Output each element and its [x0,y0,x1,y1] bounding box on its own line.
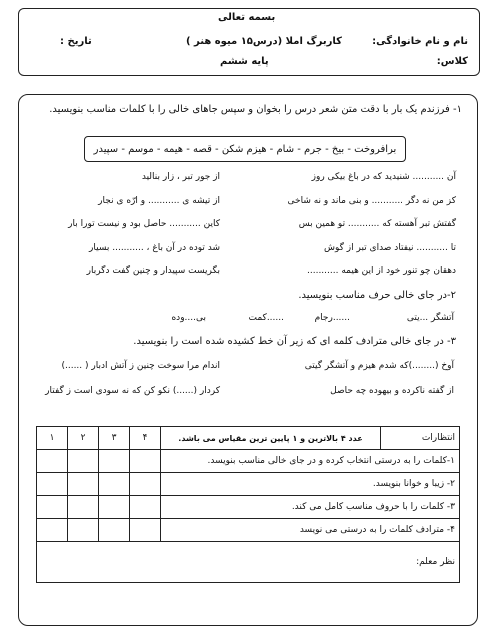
score-cell[interactable] [37,473,68,496]
score-cell[interactable] [68,450,99,473]
q2-item-3: ......کمت [248,313,284,323]
q2-item-4: بی....وده [171,313,206,323]
rubric-row [37,473,460,496]
score-cell[interactable] [130,496,161,519]
q3-instruction: ۳- در جای خالی مترادف کلمه ای که زیر آن خط کشیده شده است را بنویسید. [133,336,456,347]
rubric-row [37,496,460,519]
date-label: تاریخ : [60,36,92,47]
score-cell[interactable] [68,519,99,542]
score-cell[interactable] [130,473,161,496]
rubric-row-3-text: ۳- کلمات را با حروف مناسب کامل می کند. [161,496,460,519]
score-cell[interactable] [37,519,68,542]
teacher-note-row [37,542,460,583]
poem-line-3-right: گفتش تبر آهسته که ........... تو همین بس [298,219,456,229]
grade-label: پایه ششم [220,56,269,67]
score-cell[interactable] [99,450,130,473]
teacher-note-cell[interactable] [37,542,460,583]
q3-row2-left: کردار (......) نکو کن که نه سودی است ز گفتار [45,386,220,396]
name-label: نام و نام خانوادگی: [372,36,468,47]
word-bank [84,136,406,162]
score-cell[interactable] [99,496,130,519]
q3-row1-left: اندام مرا سوخت چنین ز آتش ادبار ( ......) [61,361,220,371]
rubric-row [37,450,460,473]
poem-line-2-right: کز من نه دگر ........... و بنی ماند و نه شاخی [287,196,456,206]
score-cell[interactable] [68,496,99,519]
poem-line-4-right: تا ........... نیفتاد صدای تبر از گوش [324,243,456,253]
poem-line-1-right: آن ........... شنیدید که در باغ بیکی روز [311,172,456,182]
score-cell[interactable] [37,450,68,473]
poem-line-4-left: شد توده در آن باغ ، ........... بسیار [89,243,220,253]
score-header-3: ۳ [99,427,130,450]
rubric-header-row [37,427,460,450]
sheet-title: کاربرگ املا (درس۱۵ میوه هنر ) [186,36,342,47]
poem-line-5-left: بگریست سپیدار و چنین گفت دگربار [86,266,220,276]
score-cell[interactable] [37,496,68,519]
score-header-1: ۱ [37,427,68,450]
q1-instruction: ۱- فرزندم یک بار با دقت متن شعر درس را بخوان و سپس جاهای خالی را با کلمات مناسب بنویسید. [49,104,462,115]
score-cell[interactable] [130,519,161,542]
rubric-table [36,426,460,583]
basmala: بسمه تعالی [218,12,276,23]
word-bank-text: برافروخت - بیخ - جرم - شام - هیزم شکن - قصه - هیمه - موسم - سپیدر [93,143,397,155]
score-cell[interactable] [130,450,161,473]
rubric-row [37,519,460,542]
rubric-expectations-header: انتظارات [381,427,460,450]
poem-line-1-left: از جور تبر ، زار بنالید [141,172,220,182]
teacher-note-label: نظر معلم: [416,557,455,567]
poem-line-2-left: از تیشه ی ........... و ارّه ی نجار [98,196,220,206]
rubric-scale-note: عدد ۴ بالاترین و ۱ پایین ترین مقیاس می باشد. [161,427,381,450]
score-header-2: ۲ [68,427,99,450]
rubric-row-4-text: ۴- مترادف کلمات را به درستی می نویسد [161,519,460,542]
poem-line-3-left: کاین ........... حاصل بود و نیست تورا بار [68,219,220,229]
score-cell[interactable] [99,473,130,496]
rubric-row-1-text: ۱-کلمات را به درستی انتخاب کرده و در جای خالی مناسب بنویسد. [161,450,460,473]
q2-instruction: ۲-در جای خالی حرف مناسب بنویسید. [298,290,456,301]
q2-item-2: ......رجام [314,313,350,323]
poem-line-5-right: دهقان چو تنور خود از این هیمه ........... [307,266,456,276]
q2-item-1: آتشگر ...یتی [406,313,454,323]
q3-row1-right: آوخ (........)که شدم هیزم و آتشگر گیتی [304,361,454,371]
q3-row2-right: از گفته ناکرده و بیهوده چه حاصل [330,386,454,396]
rubric-row-2-text: ۲- زیبا و خوانا بنویسد. [161,473,460,496]
score-cell[interactable] [68,473,99,496]
score-cell[interactable] [99,519,130,542]
score-header-4: ۴ [130,427,161,450]
class-label: کلاس: [436,56,468,67]
